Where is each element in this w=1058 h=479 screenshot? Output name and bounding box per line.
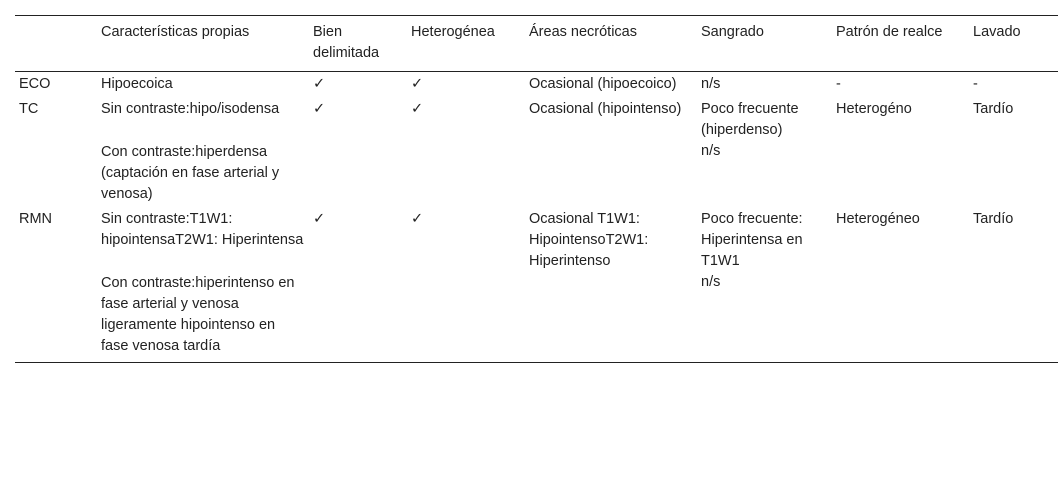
check-mark-icon: ✓ xyxy=(313,76,326,92)
header-necrotic-areas: Áreas necróticas xyxy=(525,16,697,72)
bleeding-contrast-text: n/s xyxy=(701,143,721,159)
header-well-defined: Bien delimitada xyxy=(309,16,407,72)
bleeding-text: Poco frecuente (hiperdenso) xyxy=(701,101,799,138)
characteristics-text: Sin contraste:T1W1: hipointensaT2W1: Hiperintensa xyxy=(101,211,304,248)
header-row xyxy=(15,16,1058,72)
characteristics-contrast-text: Con contraste:hiperintenso en fase arterial y venosa ligeramente hipointenso en fase venosa tardía xyxy=(101,275,295,354)
header-bleeding: Sangrado xyxy=(697,16,832,72)
bleeding-cell xyxy=(697,97,832,207)
bleeding-cell xyxy=(697,207,832,363)
table-row xyxy=(15,97,1058,207)
check-mark-icon: ✓ xyxy=(407,207,525,363)
washout-cell: Tardío xyxy=(969,207,1058,363)
check-mark-icon: ✓ xyxy=(313,101,326,117)
bleeding-text: n/s xyxy=(701,76,721,92)
washout-cell: - xyxy=(973,76,978,92)
header-characteristics: Características propias xyxy=(97,16,309,72)
pattern-cell: Heterogéneo xyxy=(832,207,969,363)
characteristics-text: Sin contraste:hipo/isodensa xyxy=(101,101,280,117)
characteristics-cell xyxy=(97,207,309,363)
characteristics-contrast-text: Con contraste:hiperdensa (captación en fase arterial y venosa) xyxy=(101,144,280,202)
findings-table xyxy=(15,15,1058,363)
characteristics-text: Hipoecoica xyxy=(101,76,173,92)
check-mark-icon: ✓ xyxy=(309,207,407,363)
pattern-cell: Heterogéno xyxy=(836,101,912,117)
check-mark-icon: ✓ xyxy=(411,101,424,117)
header-modality xyxy=(15,16,97,72)
bleeding-contrast-text: n/s xyxy=(701,274,721,290)
washout-cell: Tardío xyxy=(973,101,1014,117)
bleeding-cell xyxy=(697,72,832,98)
header-enhancement-pattern: Patrón de realce xyxy=(832,16,969,72)
bleeding-text: Poco frecuente: Hiperintensa en T1W1 xyxy=(701,211,803,269)
characteristics-cell xyxy=(97,97,309,207)
characteristics-cell xyxy=(97,72,309,98)
modality-cell: ECO xyxy=(19,76,51,92)
table-row xyxy=(15,207,1058,363)
pattern-cell: - xyxy=(836,76,841,92)
necrotic-cell: Ocasional (hipoecoico) xyxy=(529,76,677,92)
header-washout: Lavado xyxy=(969,16,1058,72)
necrotic-cell: Ocasional (hipointenso) xyxy=(529,101,682,117)
necrotic-cell: Ocasional T1W1: HipointensoT2W1: Hiperintenso xyxy=(525,207,697,363)
table-row xyxy=(15,72,1058,98)
modality-cell: RMN xyxy=(15,207,97,363)
modality-cell: TC xyxy=(19,101,39,117)
check-mark-icon: ✓ xyxy=(411,76,424,92)
header-heterogeneous: Heterogénea xyxy=(407,16,525,72)
